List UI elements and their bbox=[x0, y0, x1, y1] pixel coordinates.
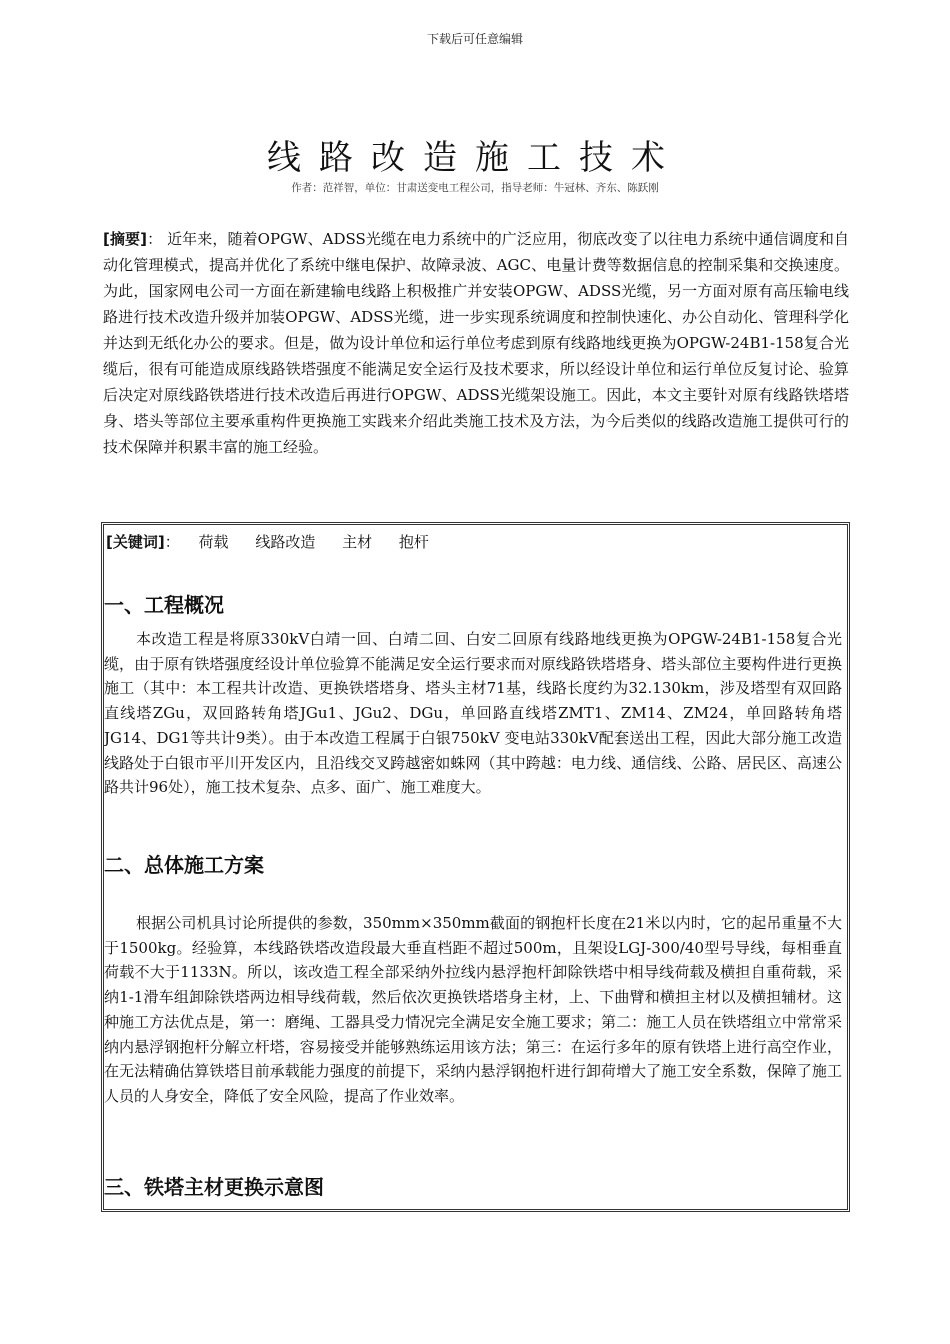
abstract bbox=[103, 226, 849, 460]
section-heading-plan: 二、总体施工方案 bbox=[104, 853, 264, 877]
keyword-item: 抱杆 bbox=[398, 533, 429, 551]
section-heading-overview: 一、工程概况 bbox=[104, 593, 224, 617]
section-heading-diagram: 三、铁塔主材更换示意图 bbox=[104, 1175, 324, 1199]
document-title: 线路改造施工技术 bbox=[267, 138, 683, 178]
keyword-item: 主材 bbox=[342, 533, 373, 551]
abstract-label: [摘要] bbox=[103, 230, 148, 248]
keyword-item: 线路改造 bbox=[255, 533, 316, 551]
abstract-text: ： 近年来，随着OPGW、ADSS光缆在电力系统中的广泛应用，彻底改变了以往电力系统中通信调度和自动化管理模式，提高并优化了系统中继电保护、故障录波、AGC、电量计费等数据信息的控制采集和交换速度。为此，国家网电公司一方面在新建输电线路上积极推广并安装OPGW、ADSS光缆，另一方面对原有高压输电线路进行技术改造升级并加装OPGW、ADSS光缆，进一步实现系统调度和控制快速化、办公自动化、管理科学化并达到无纸化办公的要求。但是，做为设计单位和运行单位考虑到原有线路地线更换为OPGW-24B1-158复合光缆后，很有可能造成原线路铁塔强度不能满足安全运行及技术要求，所以经设计单位和运行单位反复讨论、验算后决定对原线路铁塔进行技术改造后再进行OPGW、ADSS光缆架设施工。因此，本文主要针对原有线路铁塔塔身、塔头等部位主要承重构件更换施工实践来介绍此类施工技术及方法，为今后类似的线路改造施工提供可行的技术保障并积累丰富的施工经验。 bbox=[103, 230, 849, 456]
keywords-label: [关键词] bbox=[106, 533, 165, 551]
author-line: 作者：范祥智，单位：甘肃送变电工程公司，指导老师：牛冠林、齐东、陈跃刚 bbox=[291, 182, 659, 194]
page-header-note: 下载后可任意编辑 bbox=[426, 32, 523, 46]
section-text-overview: 本改造工程是将原330kV白靖一回、白靖二回、白安二回原有线路地线更换为OPGW-24B1-158复合光缆，由于原有铁塔强度经设计单位验算不能满足安全运行要求而对原线路铁塔塔身、塔头部位主要构件进行更换施工（其中：本工程共计改造、更换铁塔塔身、塔头主材71基，线路长度约为32.130km，涉及塔型有双回路直线塔ZGu，双回路转角塔JGu1、JGu2、DGu，单回路直线塔ZMT1、ZM14、ZM24，单回路转角塔JG14、DG1等共计9类）。由于本改造工程属于白银750kV 变电站330kV配套送出工程，因此大部分施工改造线路处于白银市平川开发区内，且沿线交叉跨越密如蛛网（其中跨越：电力线、通信线、公路、居民区、高速公路共计96处），施工技术复杂、点多、面广、施工难度大。 bbox=[104, 630, 842, 797]
keywords-colon: ： bbox=[164, 533, 180, 551]
keyword-item: 荷载 bbox=[198, 533, 229, 551]
keywords-line bbox=[106, 531, 429, 552]
section-text-plan: 根据公司机具讨论所提供的参数，350mm×350mm截面的钢抱杆长度在21米以内时，它的起吊重量不大于1500kg。经验算，本线路铁塔改造段最大垂直档距不超过500m，且架设LGJ-300/40型号导线，每相垂直荷载不大于1133N。所以，该改造工程全部采纳外拉线内悬浮抱杆卸除铁塔中相导线荷载及横担自重荷载，采纳1-1滑车组卸除铁塔两边相导线荷载，然后依次更换铁塔塔身主材，上、下曲臂和横担主材以及横担辅材。这种施工方法优点是，第一：磨绳、工器具受力情况完全满足安全施工要求；第二：施工人员在铁塔组立中常常采纳内悬浮钢抱杆分解立杆塔，容易接受并能够熟练运用该方法；第三：在运行多年的原有铁塔上进行高空作业，在无法精确估算铁塔目前承载能力强度的前提下，采纳内悬浮钢抱杆进行卸荷增大了施工安全系数，保障了施工人员的人身安全，降低了安全风险，提高了作业效率。 bbox=[104, 914, 842, 1105]
content-box bbox=[101, 522, 850, 1212]
